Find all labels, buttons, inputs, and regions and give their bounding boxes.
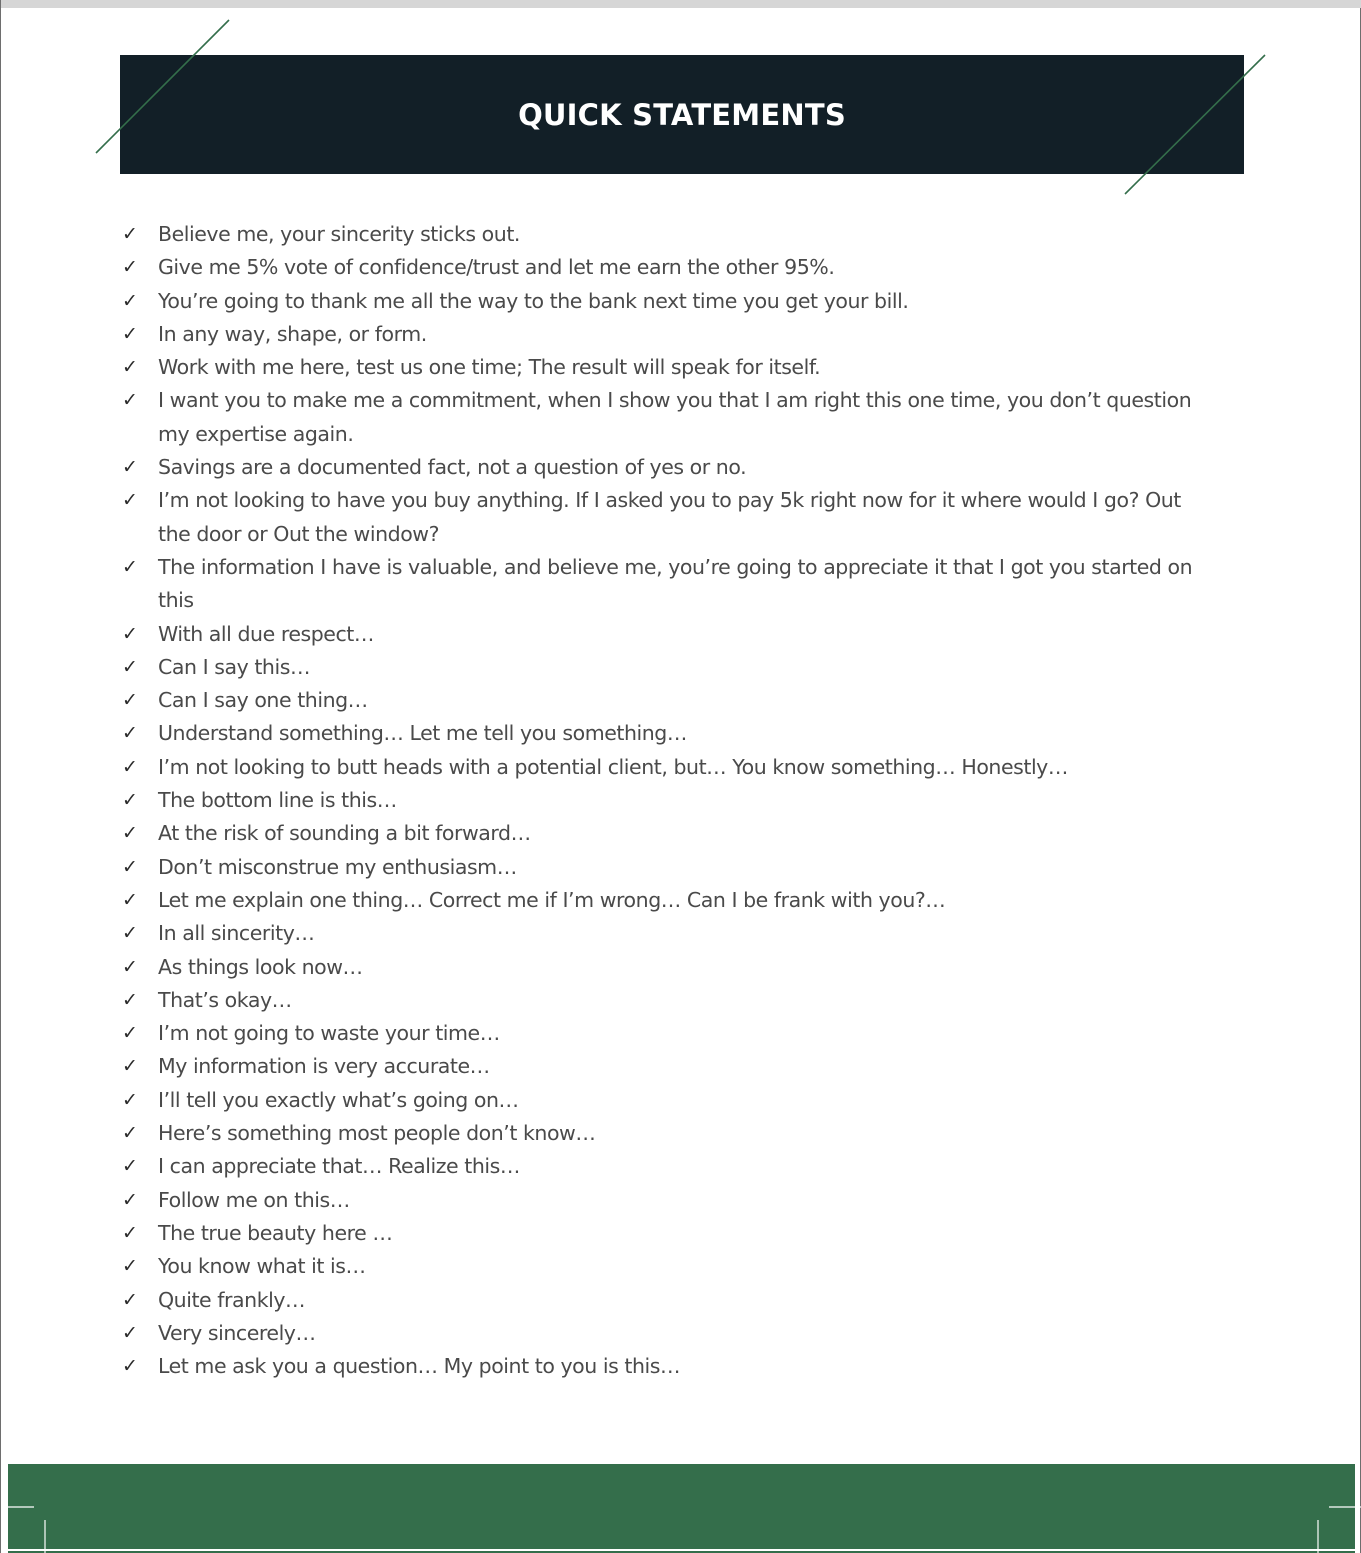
list-item	[120, 1184, 1210, 1217]
statement-text: That’s okay…	[158, 987, 292, 1012]
list-item	[120, 285, 1210, 318]
statement-text: As things look now…	[158, 954, 363, 979]
statement-text: My information is very accurate…	[158, 1054, 490, 1079]
statement-text: Work with me here, test us one time; The result will speak for itself.	[158, 355, 821, 380]
list-item	[120, 251, 1210, 284]
statement-text: Quite frankly…	[158, 1287, 306, 1312]
list-item	[120, 851, 1210, 884]
statement-text: I want you to make me a commitment, when I show you that I am right this one time, you don’t question my expertise again.	[158, 388, 1192, 446]
list-item	[120, 1084, 1210, 1117]
list-item	[120, 1250, 1210, 1283]
checkmark-icon: ✓	[122, 256, 138, 279]
list-item	[120, 751, 1210, 784]
footer-band	[8, 1464, 1355, 1553]
checkmark-icon: ✓	[122, 988, 138, 1011]
statement-text: Give me 5% vote of confidence/trust and let me earn the other 95%.	[158, 255, 835, 280]
statement-text: Here’s something most people don’t know…	[158, 1121, 596, 1146]
checkmark-icon: ✓	[122, 1221, 138, 1244]
checkmark-icon: ✓	[122, 289, 138, 312]
statement-text: The true beauty here …	[158, 1220, 393, 1245]
top-gray-strip	[1, 0, 1361, 8]
list-item	[120, 817, 1210, 850]
statement-text: Understand something… Let me tell you something…	[158, 721, 687, 746]
statement-text: Very sincerely…	[158, 1320, 316, 1345]
statement-text: I’m not looking to have you buy anything. If I asked you to pay 5k right now for it where would I go? Out the door or Out the window?	[158, 488, 1181, 546]
list-item	[120, 318, 1210, 351]
list-item	[120, 1017, 1210, 1050]
statement-text: Let me ask you a question… My point to you is this…	[158, 1354, 681, 1379]
list-item	[120, 384, 1210, 451]
list-item	[120, 884, 1210, 917]
list-item	[120, 618, 1210, 651]
checkmark-icon: ✓	[122, 689, 138, 712]
checkmark-icon: ✓	[122, 1155, 138, 1178]
statement-text: I’m not going to waste your time…	[158, 1021, 500, 1046]
checkmark-icon: ✓	[122, 555, 138, 578]
checkmark-icon: ✓	[122, 1288, 138, 1311]
list-item	[120, 484, 1210, 551]
list-item	[120, 1284, 1210, 1317]
checkmark-icon: ✓	[122, 855, 138, 878]
statement-text: I’m not looking to butt heads with a potential client, but… You know something… Honestly…	[158, 754, 1068, 779]
statement-text: You’re going to thank me all the way to the bank next time you get your bill.	[158, 288, 909, 313]
checkmark-icon: ✓	[122, 1055, 138, 1078]
checkmark-icon: ✓	[122, 922, 138, 945]
list-item	[120, 451, 1210, 484]
list-item	[120, 351, 1210, 384]
checkmark-icon: ✓	[122, 722, 138, 745]
checkmark-icon: ✓	[122, 1088, 138, 1111]
checkmark-icon: ✓	[122, 1022, 138, 1045]
checkmark-icon: ✓	[122, 888, 138, 911]
checkmark-icon: ✓	[122, 1255, 138, 1278]
checkmark-icon: ✓	[122, 389, 138, 412]
statement-text: Believe me, your sincerity sticks out.	[158, 222, 520, 246]
checkmark-icon: ✓	[122, 356, 138, 379]
list-item	[120, 218, 1210, 251]
statement-text: Can I say this…	[158, 654, 310, 679]
statement-text: Don’t misconstrue my enthusiasm…	[158, 854, 517, 879]
checkmark-icon: ✓	[122, 1321, 138, 1344]
footer-divider	[8, 1549, 1355, 1551]
checkmark-icon: ✓	[122, 755, 138, 778]
statement-text: Let me explain one thing… Correct me if I’m wrong… Can I be frank with you?…	[158, 887, 946, 912]
checkmark-icon: ✓	[122, 1122, 138, 1145]
statement-text: I’ll tell you exactly what’s going on…	[158, 1087, 519, 1112]
list-item	[120, 1317, 1210, 1350]
statement-text: Savings are a documented fact, not a question of yes or no.	[158, 455, 747, 480]
list-item	[120, 1117, 1210, 1150]
list-item	[120, 784, 1210, 817]
checkmark-icon: ✓	[122, 1188, 138, 1211]
list-item	[120, 1350, 1210, 1383]
statement-text: In all sincerity…	[158, 921, 315, 946]
list-item	[120, 951, 1210, 984]
checkmark-icon: ✓	[122, 655, 138, 678]
statement-text: The information I have is valuable, and believe me, you’re going to appreciate it that I got you started on this	[158, 554, 1193, 613]
statement-text: In any way, shape, or form.	[158, 321, 427, 346]
checkmark-icon: ✓	[122, 955, 138, 978]
checkmark-icon: ✓	[122, 489, 138, 512]
statement-text: Can I say one thing…	[158, 688, 368, 713]
list-item	[120, 551, 1210, 618]
title-banner	[120, 55, 1244, 174]
checkmark-icon: ✓	[122, 322, 138, 345]
statement-text: Follow me on this…	[158, 1187, 350, 1212]
list-item	[120, 984, 1210, 1017]
statement-list	[120, 218, 1210, 1383]
list-item	[120, 651, 1210, 684]
checkmark-icon: ✓	[122, 822, 138, 845]
statement-text: With all due respect…	[158, 621, 374, 646]
checkmark-icon: ✓	[122, 622, 138, 645]
list-item	[120, 1150, 1210, 1183]
statement-text: I can appreciate that… Realize this…	[158, 1154, 520, 1179]
statement-text: You know what it is…	[158, 1254, 366, 1279]
checkmark-icon: ✓	[122, 1355, 138, 1378]
list-item	[120, 1050, 1210, 1083]
list-item	[120, 717, 1210, 750]
list-item	[120, 684, 1210, 717]
list-item	[120, 917, 1210, 950]
page-title: QUICK STATEMENTS	[518, 97, 846, 132]
checkmark-icon: ✓	[122, 456, 138, 479]
checkmark-icon: ✓	[122, 789, 138, 812]
statement-text: The bottom line is this…	[158, 788, 397, 813]
statement-text: At the risk of sounding a bit forward…	[158, 821, 531, 846]
checkmark-icon: ✓	[122, 223, 138, 245]
list-item	[120, 1217, 1210, 1250]
